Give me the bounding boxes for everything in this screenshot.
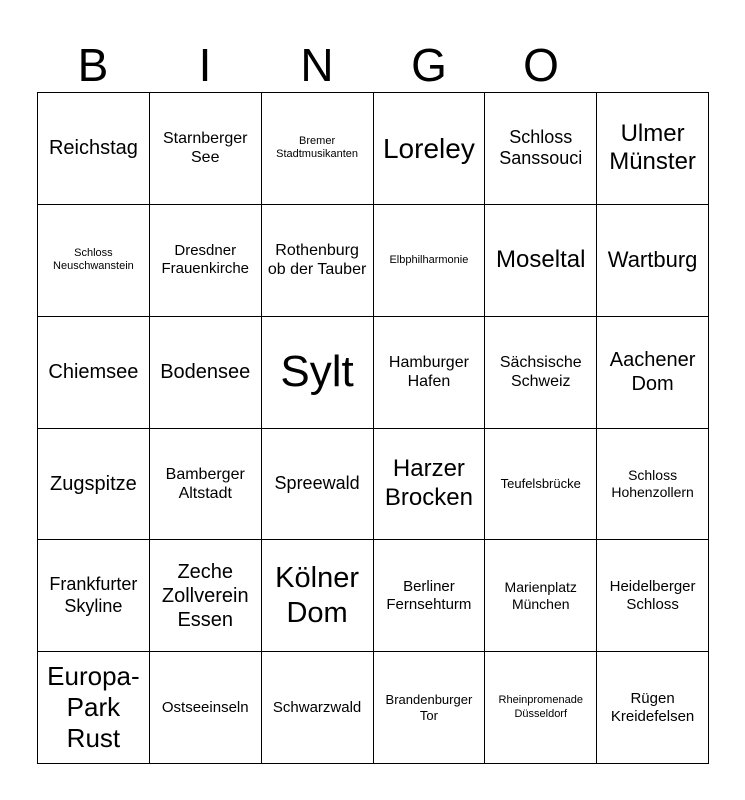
bingo-cell[interactable] bbox=[485, 540, 597, 652]
bingo-cell[interactable] bbox=[262, 540, 374, 652]
cell-label: Starnberger See bbox=[162, 130, 248, 167]
cell-label: Europa-Park Rust bbox=[47, 660, 140, 754]
cell-label: Loreley bbox=[382, 132, 475, 164]
cell-label: Heidelberger Schloss bbox=[609, 577, 696, 613]
bingo-cell[interactable] bbox=[262, 652, 374, 764]
bingo-cell[interactable] bbox=[597, 540, 709, 652]
cell-label: Dresdner Frauenkirche bbox=[161, 242, 250, 278]
bingo-cell[interactable] bbox=[150, 93, 262, 205]
cell-label: Rheinpromenade Düsseldorf bbox=[498, 694, 583, 720]
bingo-cell[interactable] bbox=[485, 652, 597, 764]
cell-label: Schloss Neuschwanstein bbox=[53, 247, 134, 273]
cell-label: Bremer Stadtmusikanten bbox=[276, 135, 359, 161]
cell-label: Zugspitze bbox=[50, 472, 137, 495]
cell-label: Hamburger Hafen bbox=[388, 353, 469, 391]
cell-label: Brandenburger Tor bbox=[385, 691, 473, 723]
bingo-cell[interactable] bbox=[485, 317, 597, 429]
header-letter-b: B bbox=[77, 39, 109, 91]
cell-label: Schloss Hohenzollern bbox=[611, 467, 694, 500]
cell-label: Kölner Dom bbox=[275, 561, 359, 629]
bingo-cell[interactable] bbox=[597, 429, 709, 541]
cell-label: Aachener Dom bbox=[609, 349, 696, 396]
header-letter-n: N bbox=[300, 39, 334, 91]
bingo-cell[interactable] bbox=[38, 93, 150, 205]
cell-label: Ulmer Münster bbox=[609, 119, 696, 176]
bingo-cell[interactable] bbox=[38, 317, 150, 429]
bingo-cell[interactable] bbox=[597, 652, 709, 764]
cell-label: Harzer Brocken bbox=[384, 455, 473, 511]
bingo-cell[interactable] bbox=[38, 540, 150, 652]
header-letter-i: I bbox=[198, 39, 212, 91]
cell-label: Elbphilharmonie bbox=[389, 253, 469, 266]
bingo-cell[interactable] bbox=[38, 652, 150, 764]
bingo-cell[interactable] bbox=[485, 205, 597, 317]
cell-label: Sächsische Schweiz bbox=[499, 353, 582, 391]
bingo-cell[interactable] bbox=[597, 317, 709, 429]
cell-label: Bodensee bbox=[160, 361, 251, 384]
bingo-cell[interactable] bbox=[262, 205, 374, 317]
cell-label: Reichstag bbox=[48, 137, 138, 160]
bingo-cell[interactable] bbox=[150, 429, 262, 541]
bingo-cell[interactable] bbox=[38, 205, 150, 317]
bingo-cell[interactable] bbox=[262, 429, 374, 541]
cell-label: Zeche Zollverein Essen bbox=[161, 560, 249, 631]
bingo-cell[interactable] bbox=[150, 652, 262, 764]
cell-label: Moseltal bbox=[496, 245, 586, 273]
cell-label: Schwarzwald bbox=[272, 698, 362, 716]
cell-label: Chiemsee bbox=[48, 361, 139, 384]
bingo-cell[interactable] bbox=[374, 93, 486, 205]
bingo-cell[interactable] bbox=[374, 652, 486, 764]
header-letter-g: G bbox=[411, 39, 447, 91]
bingo-cell[interactable] bbox=[485, 429, 597, 541]
bingo-cell[interactable] bbox=[374, 540, 486, 652]
cell-label: Sylt bbox=[280, 346, 354, 396]
cell-label: Ostseeinseln bbox=[161, 698, 249, 716]
bingo-cell[interactable] bbox=[262, 317, 374, 429]
bingo-cell[interactable] bbox=[374, 205, 486, 317]
bingo-cell[interactable] bbox=[374, 429, 486, 541]
cell-label: Frankfurter Skyline bbox=[49, 574, 138, 616]
cell-label: Rothenburg ob der Tauber bbox=[267, 242, 367, 279]
cell-label: Spreewald bbox=[274, 473, 360, 494]
cell-label: Schloss Sanssouci bbox=[499, 126, 583, 169]
bingo-cell[interactable] bbox=[374, 317, 486, 429]
bingo-grid bbox=[37, 92, 709, 764]
bingo-cell[interactable] bbox=[150, 540, 262, 652]
cell-label: Rügen Kreidefelsen bbox=[610, 689, 695, 725]
bingo-cell[interactable] bbox=[150, 205, 262, 317]
bingo-header bbox=[37, 38, 709, 92]
bingo-cell[interactable] bbox=[597, 205, 709, 317]
cell-label: Teufelsbrücke bbox=[500, 476, 581, 492]
cell-label: Marienplatz München bbox=[504, 578, 577, 612]
cell-label: Wartburg bbox=[607, 247, 698, 273]
bingo-cell[interactable] bbox=[38, 429, 150, 541]
header-letter-o: O bbox=[523, 39, 559, 91]
bingo-cell[interactable] bbox=[262, 93, 374, 205]
cell-label: Bamberger Altstadt bbox=[165, 465, 245, 502]
cell-label: Berliner Fernsehturm bbox=[386, 577, 472, 613]
bingo-cell[interactable] bbox=[597, 93, 709, 205]
bingo-cell[interactable] bbox=[150, 317, 262, 429]
bingo-cell[interactable] bbox=[485, 93, 597, 205]
